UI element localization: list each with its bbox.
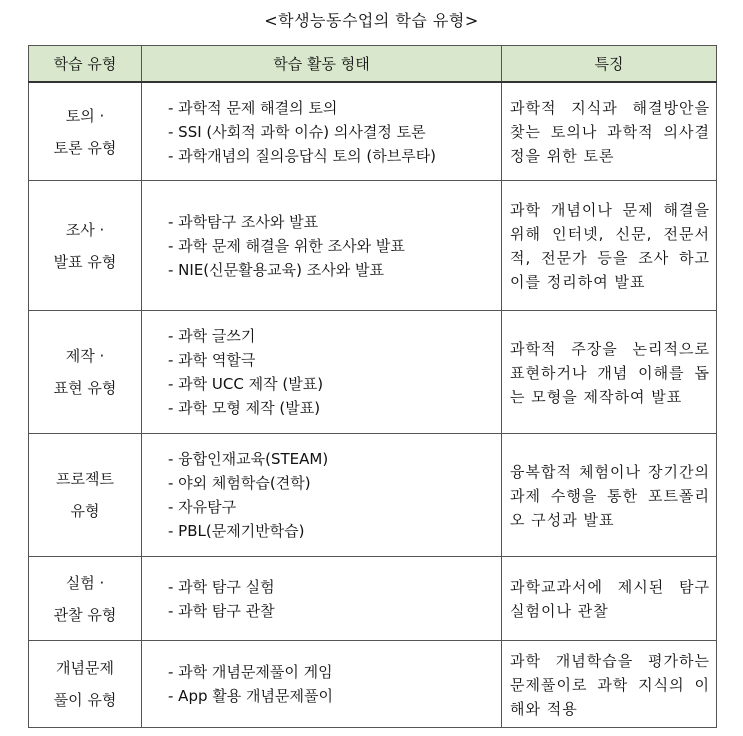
activity-item: - 과학 탐구 실험 <box>168 577 275 596</box>
activity-cell <box>142 557 502 641</box>
activity-list <box>168 96 491 168</box>
learning-type-line: 토론 유형 <box>53 138 117 157</box>
activity-item: - 융합인재교육(STEAM) <box>168 450 329 468</box>
learning-types-table <box>28 45 717 728</box>
activity-cell <box>142 311 502 434</box>
learning-type-line: 제작 · <box>65 347 105 365</box>
learning-type-cell <box>29 181 142 311</box>
activity-item: - 과학 개념문제풀이 게임 <box>168 663 333 681</box>
learning-type-cell <box>29 434 142 557</box>
activity-item: - 과학 문제 해결을 위한 조사와 발표 <box>168 236 405 255</box>
feature-cell: 과학 개념이나 문제 해결을 위해 인터넷, 신문, 전문서적, 전문가 등을 조사 하고 이를 정리하여 발표 <box>502 181 717 311</box>
activity-item: - 과학적 문제 해결의 토의 <box>168 98 338 117</box>
activity-cell <box>142 434 502 557</box>
learning-type-line: 개념문제 <box>56 659 114 677</box>
header-row <box>29 46 717 83</box>
learning-type-line: 조사 · <box>65 220 105 239</box>
activity-cell <box>142 641 502 728</box>
learning-type-line: 토의 · <box>65 106 105 125</box>
activity-item: - 과학 모형 제작 (발표) <box>168 399 321 417</box>
activity-cell <box>142 82 502 181</box>
activity-item: - 자유탐구 <box>168 498 237 516</box>
activity-item: - App 활용 개념문제풀이 <box>168 687 333 705</box>
table-row <box>29 82 717 181</box>
table-row <box>29 434 717 557</box>
activity-item: - 과학탐구 조사와 발표 <box>168 212 319 231</box>
feature-cell: 과학적 주장을 논리적으로 표현하거나 개념 이해를 돕는 모형을 제작하여 발표 <box>502 311 717 434</box>
activity-list <box>168 660 491 708</box>
feature-cell: 과학교과서에 제시된 탐구 실험이나 관찰 <box>502 557 717 641</box>
activity-item: - 과학 UCC 제작 (발표) <box>168 375 324 393</box>
activity-list <box>168 210 491 282</box>
learning-type-line: 발표 유형 <box>53 252 117 271</box>
activity-item: - PBL(문제기반학습) <box>168 522 305 540</box>
learning-type-line: 표현 유형 <box>53 379 117 397</box>
activity-list <box>168 324 491 420</box>
learning-type-line: 실험 · <box>65 573 105 592</box>
activity-item: - NIE(신문활용교육) 조사와 발표 <box>168 260 384 279</box>
activity-item: - SSI (사회적 과학 이슈) 의사결정 토론 <box>168 122 426 141</box>
feature-cell: 융복합적 체험이나 장기간의 과제 수행을 통한 포트폴리오 구성과 발표 <box>502 434 717 557</box>
activity-item: - 과학 탐구 관찰 <box>168 601 275 620</box>
learning-type-cell <box>29 641 142 728</box>
activity-item: - 야외 체험학습(견학) <box>168 474 311 492</box>
feature-cell: 과학적 지식과 해결방안을 찾는 토의나 과학적 의사결정을 위한 토론 <box>502 82 717 181</box>
table-caption: <학생능동수업의 학습 유형> <box>264 11 479 30</box>
activity-list <box>168 575 491 623</box>
feature-cell: 과학 개념학습을 평가하는 문제풀이로 과학 지식의 이해와 적용 <box>502 641 717 728</box>
activity-item: - 과학 역할극 <box>168 351 256 369</box>
learning-type-line: 프로젝트 <box>56 470 114 488</box>
header-activity-form: 학습 활동 형태 <box>142 46 502 83</box>
learning-type-cell <box>29 82 142 181</box>
activity-cell <box>142 181 502 311</box>
learning-type-cell <box>29 557 142 641</box>
activity-item: - 과학 글쓰기 <box>168 327 256 345</box>
learning-type-cell <box>29 311 142 434</box>
table-row <box>29 557 717 641</box>
learning-type-line: 관찰 유형 <box>53 605 117 624</box>
learning-type-line: 유형 <box>70 502 100 520</box>
header-feature: 특징 <box>502 46 717 83</box>
learning-type-line: 풀이 유형 <box>53 691 117 709</box>
header-learning-type: 학습 유형 <box>29 46 142 83</box>
activity-item: - 과학개념의 질의응답식 토의 (하브루타) <box>168 146 437 165</box>
activity-list <box>168 447 491 543</box>
table-row <box>29 181 717 311</box>
table-row <box>29 641 717 728</box>
table-row <box>29 311 717 434</box>
